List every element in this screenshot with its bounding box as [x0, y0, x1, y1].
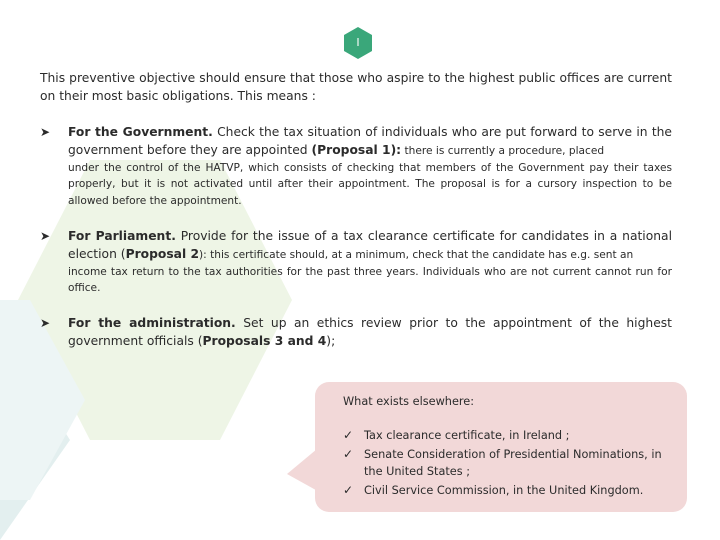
item-proposal: Proposal 2 — [125, 247, 200, 261]
item-tail: there is currently a procedure, placed — [401, 145, 605, 157]
item-text: Provide for the issue of a tax clearance certificate for candidates in a national election ( — [68, 229, 672, 261]
arrow-bullet-icon: ➤ — [40, 229, 51, 243]
badge-number: I — [356, 36, 360, 49]
item-lead: For the Government. — [68, 125, 213, 139]
item-tail: ); — [326, 334, 336, 348]
item-lead: For the administration. — [68, 316, 236, 330]
checkmark-icon: ✓ — [343, 428, 354, 442]
callout-list — [343, 427, 671, 500]
item-lead: For Parliament. — [68, 229, 176, 243]
item-main-text — [68, 314, 672, 350]
item-proposal: Proposals 3 and 4 — [202, 334, 327, 348]
arrow-bullet-icon: ➤ — [40, 316, 51, 330]
intro-paragraph: This preventive objective should ensure that those who aspire to the highest public offices are current on their most basic obligations. This means : — [40, 71, 672, 103]
item-main-text — [68, 227, 672, 264]
callout-title: What exists elsewhere: — [343, 395, 475, 408]
callout-elsewhere — [287, 382, 687, 512]
callout-list-item — [343, 446, 671, 481]
item-text: Set up an ethics review prior to the appointment of the highest government officials ( — [68, 316, 672, 348]
checkmark-icon: ✓ — [343, 446, 354, 461]
callout-item-text: Civil Service Commission, in the United Kingdom. — [364, 483, 644, 497]
callout-list-item — [343, 427, 671, 445]
checkmark-icon: ✓ — [343, 482, 354, 497]
list-item-parliament — [40, 227, 672, 297]
item-text: Check the tax situation of individuals who are put forward to serve in the government before they are appointed — [68, 125, 673, 157]
arrow-bullet-icon: ➤ — [40, 125, 51, 139]
item-tail: ): this certificate should, at a minimum, check that the candidate has e.g. sent an — [199, 249, 634, 261]
item-main-text — [68, 123, 672, 160]
callout-list-item — [343, 482, 671, 500]
list-item-administration — [40, 314, 672, 350]
list-item-government — [40, 123, 672, 209]
section-badge — [341, 26, 375, 60]
callout-item-text: Senate Consideration of Presidential Nominations, in the United States ; — [364, 447, 662, 478]
item-proposal: (Proposal 1): — [311, 143, 402, 157]
callout-item-text: Tax clearance certificate, in Ireland ; — [364, 429, 570, 442]
item-detail: under the control of the HATVP, which consists of checking that members of the Government pay their taxes properly, but it is not activated until after their appointment. The proposal is for a cursory inspection to be allowed before the appointment. — [68, 161, 672, 207]
item-detail: income tax return to the tax authorities for the past three years. Individuals who are not current cannot run for office. — [68, 265, 672, 294]
